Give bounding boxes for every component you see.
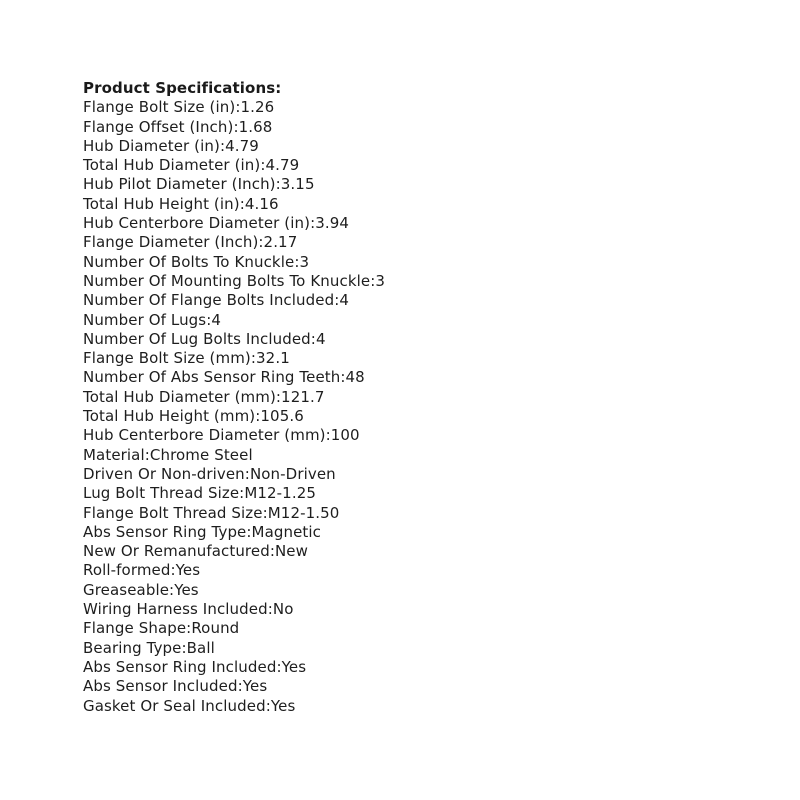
spec-line: Abs Sensor Ring Type:Magnetic (83, 522, 322, 541)
spec-line: Number Of Bolts To Knuckle:3 (83, 252, 310, 271)
spec-line: Total Hub Diameter (mm):121.7 (83, 387, 325, 406)
spec-line: Gasket Or Seal Included:Yes (83, 696, 296, 715)
spec-line: Hub Centerbore Diameter (in):3.94 (83, 214, 350, 233)
spec-line: Number Of Lug Bolts Included:4 (83, 329, 326, 348)
spec-line: Number Of Abs Sensor Ring Teeth:48 (83, 368, 365, 387)
spec-line: Abs Sensor Included:Yes (83, 677, 268, 696)
spec-line: Material:Chrome Steel (83, 445, 253, 464)
spec-line: Roll-formed:Yes (83, 561, 201, 580)
spec-line: Hub Pilot Diameter (Inch):3.15 (83, 175, 315, 194)
spec-line: Flange Offset (Inch):1.68 (83, 117, 273, 136)
product-specifications-block (83, 79, 723, 716)
spec-line: Hub Diameter (in):4.79 (83, 136, 259, 155)
spec-line: Greaseable:Yes (83, 580, 199, 599)
spec-line: Flange Shape:Round (83, 619, 240, 638)
spec-line: Lug Bolt Thread Size:M12-1.25 (83, 484, 316, 503)
spec-line: Hub Centerbore Diameter (mm):100 (83, 426, 360, 445)
spec-line: Abs Sensor Ring Included:Yes (83, 657, 307, 676)
spec-line: Number Of Mounting Bolts To Knuckle:3 (83, 271, 385, 290)
spec-line: Total Hub Height (in):4.16 (83, 194, 279, 213)
spec-line: Bearing Type:Ball (83, 638, 215, 657)
spec-line: Driven Or Non-driven:Non-Driven (83, 464, 336, 483)
spec-line: Flange Bolt Thread Size:M12-1.50 (83, 503, 340, 522)
spec-line: New Or Remanufactured:New (83, 542, 308, 561)
spec-line: Number Of Flange Bolts Included:4 (83, 291, 350, 310)
spec-line: Total Hub Height (mm):105.6 (83, 407, 304, 426)
spec-line: Flange Diameter (Inch):2.17 (83, 233, 298, 252)
spec-line: Total Hub Diameter (in):4.79 (83, 156, 300, 175)
spec-line: Number Of Lugs:4 (83, 310, 222, 329)
spec-line-list (83, 98, 723, 716)
spec-line: Wiring Harness Included:No (83, 600, 294, 619)
spec-line: Flange Bolt Size (mm):32.1 (83, 349, 290, 368)
spec-line: Flange Bolt Size (in):1.26 (83, 98, 275, 117)
product-specifications-heading: Product Specifications: (83, 79, 282, 97)
